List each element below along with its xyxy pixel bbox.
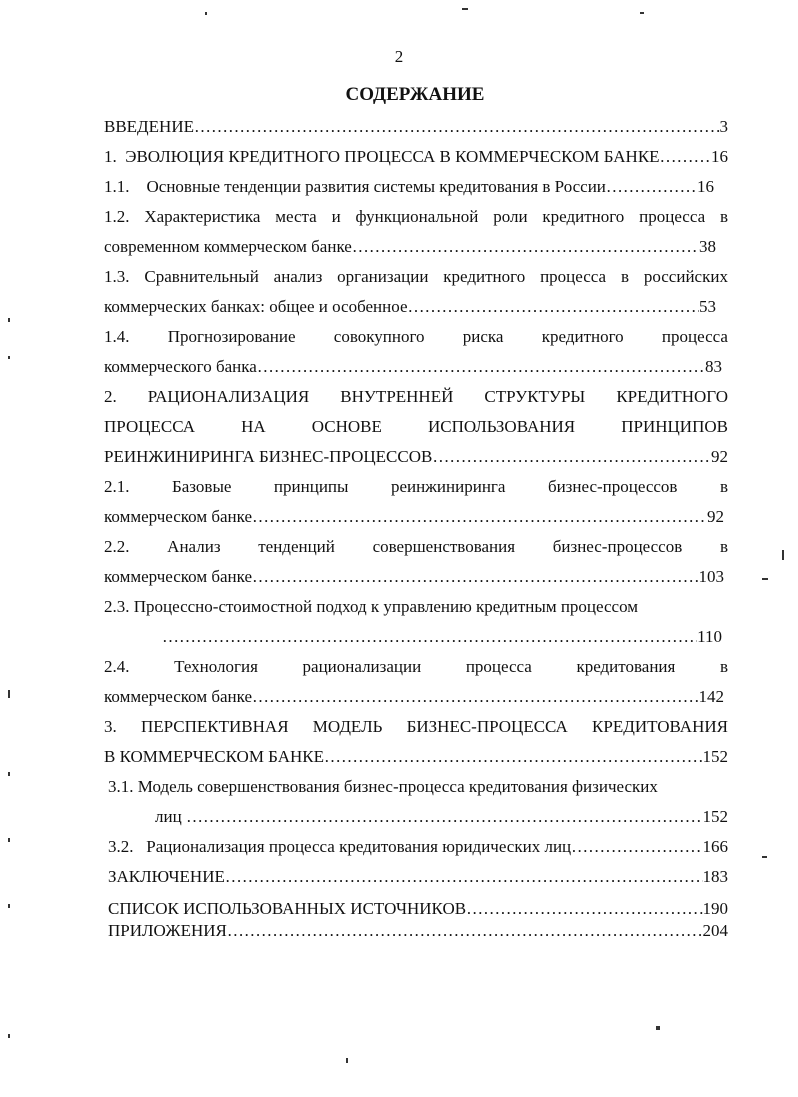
scan-speck	[8, 838, 10, 842]
toc-word: места	[275, 207, 317, 226]
toc-word: совокупного	[333, 327, 425, 346]
toc-word: в	[719, 477, 728, 496]
scan-speck	[656, 1026, 660, 1030]
scan-speck	[8, 690, 10, 698]
toc-entry-chapter-3-line1	[104, 716, 728, 738]
toc-label: РЕИНЖИНИРИНГА БИЗНЕС-ПРОЦЕССОВ	[104, 447, 433, 466]
toc-page: 110	[697, 627, 722, 646]
toc-word: бизнес-процессов	[552, 537, 683, 556]
toc-word: в	[719, 657, 728, 676]
toc-leader	[466, 898, 702, 920]
toc-word: Технология	[174, 657, 258, 676]
toc-leader	[162, 626, 697, 648]
toc-word: 2.4.	[104, 657, 130, 676]
toc-entry-2-1-line2	[104, 506, 724, 528]
toc-word: анализ	[273, 267, 323, 286]
scan-speck	[346, 1058, 348, 1063]
toc-word: ВНУТРЕННЕЙ	[340, 387, 454, 406]
toc-word: процесса	[639, 207, 706, 226]
toc-page: 16	[711, 147, 728, 166]
toc-label: 1.1. Основные тенденции развития системы кредитования в России	[104, 177, 606, 196]
toc-entry-references	[108, 898, 728, 920]
toc-label: ВВЕДЕНИЕ	[104, 117, 194, 136]
toc-entry-3-1-line1: 3.1. Модель совершенствования бизнес-процесса кредитования физических	[108, 777, 658, 796]
toc-word: НА	[241, 417, 266, 436]
toc-word: ИСПОЛЬЗОВАНИЯ	[427, 417, 576, 436]
toc-entry-2-2-line2	[104, 566, 724, 588]
toc-word: в	[719, 537, 728, 556]
toc-page: 190	[702, 899, 728, 918]
page-title: СОДЕРЖАНИЕ	[345, 84, 485, 105]
toc-entry-2-2-line1	[104, 536, 728, 558]
toc-leader	[252, 686, 698, 708]
toc-page: 16	[697, 177, 714, 196]
toc-label: ПРИЛОЖЕНИЯ	[108, 921, 227, 940]
toc-word: кредитования	[576, 657, 676, 676]
toc-word: 1.4.	[104, 327, 130, 346]
toc-page: 103	[698, 567, 724, 586]
toc-word: процесса	[661, 327, 728, 346]
toc-page: 152	[702, 807, 728, 826]
toc-page: 142	[698, 687, 724, 706]
toc-entry-1-4-line1	[104, 326, 728, 348]
toc-word: Характеристика	[144, 207, 261, 226]
toc-word: Сравнительный	[144, 267, 259, 286]
toc-word: роли	[493, 207, 528, 226]
toc-entry-2-4-line2	[104, 686, 724, 708]
toc-page: 38	[699, 237, 716, 256]
toc-entry-chapter-1	[104, 146, 728, 168]
scan-speck	[782, 550, 784, 560]
toc-word: РАЦИОНАЛИЗАЦИЯ	[147, 387, 310, 406]
toc-word: организации	[337, 267, 429, 286]
toc-leader	[432, 446, 711, 468]
scan-speck	[762, 856, 767, 858]
toc-word: риска	[462, 327, 504, 346]
toc-word: функциональной	[355, 207, 479, 226]
toc-page: 83	[705, 357, 722, 376]
toc-page: 152	[702, 747, 728, 766]
toc-entry-2-3-line1: 2.3. Процессно-стоимостной подход к управлению кредитным процессом	[104, 597, 639, 616]
toc-word: бизнес-процессов	[547, 477, 678, 496]
toc-entry-3-2	[108, 836, 728, 858]
toc-entry-1-2-line2	[104, 236, 716, 258]
toc-entry-2-1-line1	[104, 476, 728, 498]
scan-speck	[462, 8, 468, 10]
page-number: 2	[394, 47, 404, 66]
toc-word: кредитного	[541, 327, 624, 346]
toc-word: ПРИНЦИПОВ	[621, 417, 728, 436]
toc-word: СТРУКТУРЫ	[484, 387, 586, 406]
toc-leader	[186, 806, 703, 828]
toc-word: БИЗНЕС-ПРОЦЕССА	[406, 717, 568, 736]
toc-word: и	[331, 207, 341, 226]
toc-word: в	[719, 207, 728, 226]
toc-page: 204	[702, 921, 728, 940]
toc-word: реинжиниринга	[390, 477, 506, 496]
toc-leader	[194, 116, 720, 138]
toc-word: КРЕДИТНОГО	[616, 387, 728, 406]
toc-entry-1-3-line2	[104, 296, 716, 318]
toc-word: ПРОЦЕССА	[104, 417, 195, 436]
toc-page: 92	[711, 447, 728, 466]
toc-word: принципы	[273, 477, 349, 496]
scan-speck	[8, 356, 10, 359]
scan-speck	[8, 318, 10, 322]
toc-word: 2.	[104, 387, 117, 406]
toc-entry-chapter-3-line2	[104, 746, 728, 768]
toc-label: современном коммерческом банке	[104, 237, 352, 256]
toc-word: Анализ	[167, 537, 221, 556]
toc-leader	[571, 836, 702, 858]
toc-page: 3	[719, 117, 728, 136]
toc-label: лиц	[155, 807, 186, 826]
toc-word: 3.	[104, 717, 117, 736]
toc-label: коммерческом банке	[104, 687, 253, 706]
toc-entry-conclusion	[108, 866, 728, 888]
toc-entry-chapter-2-line2	[104, 416, 728, 438]
toc-label: 1. ЭВОЛЮЦИЯ КРЕДИТНОГО ПРОЦЕССА В КОММЕРЧЕСКОМ БАНКЕ	[104, 147, 660, 166]
toc-word: совершенствования	[372, 537, 516, 556]
toc-word: кредитного	[443, 267, 526, 286]
toc-entry-chapter-2-line3	[104, 446, 728, 468]
toc-word: процесса	[465, 657, 532, 676]
toc-label: коммерческом банке	[104, 507, 253, 526]
toc-entry-1-2-line1	[104, 206, 728, 228]
toc-word: МОДЕЛЬ	[312, 717, 383, 736]
toc-word: 2.1.	[104, 477, 130, 496]
scan-speck	[8, 904, 10, 908]
toc-label: коммерческих банках: общее и особенное	[104, 297, 408, 316]
toc-entry-introduction	[104, 116, 728, 138]
toc-word: Прогнозирование	[167, 327, 296, 346]
toc-label: СПИСОК ИСПОЛЬЗОВАННЫХ ИСТОЧНИКОВ	[108, 899, 467, 918]
toc-entry-chapter-2-line1	[104, 386, 728, 408]
toc-entry-2-4-line1	[104, 656, 728, 678]
toc-label: 3.2. Рационализация процесса кредитования юридических лиц	[108, 837, 572, 856]
scan-speck	[640, 12, 644, 14]
toc-word: ПЕРСПЕКТИВНАЯ	[140, 717, 289, 736]
toc-leader	[252, 506, 707, 528]
toc-word: 1.3.	[104, 267, 130, 286]
toc-word: тенденций	[258, 537, 335, 556]
toc-page: 183	[702, 867, 728, 886]
toc-page: 166	[702, 837, 728, 856]
toc-label: ЗАКЛЮЧЕНИЕ	[108, 867, 225, 886]
toc-word: 2.2.	[104, 537, 130, 556]
scan-speck	[8, 772, 10, 776]
toc-entry-2-3-line2	[162, 626, 722, 648]
toc-leader	[252, 566, 698, 588]
toc-label: В КОММЕРЧЕСКОМ БАНКЕ	[104, 747, 324, 766]
toc-word: процесса	[540, 267, 607, 286]
toc-word: рационализации	[302, 657, 422, 676]
toc-word: КРЕДИТОВАНИЯ	[592, 717, 728, 736]
toc-label: коммерческого банка	[104, 357, 257, 376]
toc-word: ОСНОВЕ	[311, 417, 382, 436]
toc-page: 92	[707, 507, 724, 526]
toc-label: коммерческом банке	[104, 567, 253, 586]
toc-leader	[408, 296, 699, 318]
toc-word: Базовые	[172, 477, 232, 496]
toc-leader	[660, 146, 711, 168]
scan-speck	[205, 12, 207, 15]
toc-entry-3-1-line2	[155, 806, 728, 828]
toc-leader	[225, 866, 703, 888]
toc-leader	[606, 176, 697, 198]
toc-entry-1-1	[104, 176, 714, 198]
toc-leader	[257, 356, 705, 378]
toc-leader	[324, 746, 703, 768]
toc-entry-appendices	[108, 920, 728, 942]
toc-entry-1-3-line1	[104, 266, 728, 288]
toc-word: в	[620, 267, 629, 286]
toc-word: 1.2.	[104, 207, 130, 226]
toc-word: российских	[643, 267, 728, 286]
scan-speck	[8, 1034, 10, 1038]
toc-page: 53	[699, 297, 716, 316]
toc-word: кредитного	[542, 207, 625, 226]
toc-leader	[227, 920, 703, 942]
toc-entry-1-4-line2	[104, 356, 722, 378]
scan-speck	[762, 578, 768, 580]
toc-leader	[352, 236, 699, 258]
